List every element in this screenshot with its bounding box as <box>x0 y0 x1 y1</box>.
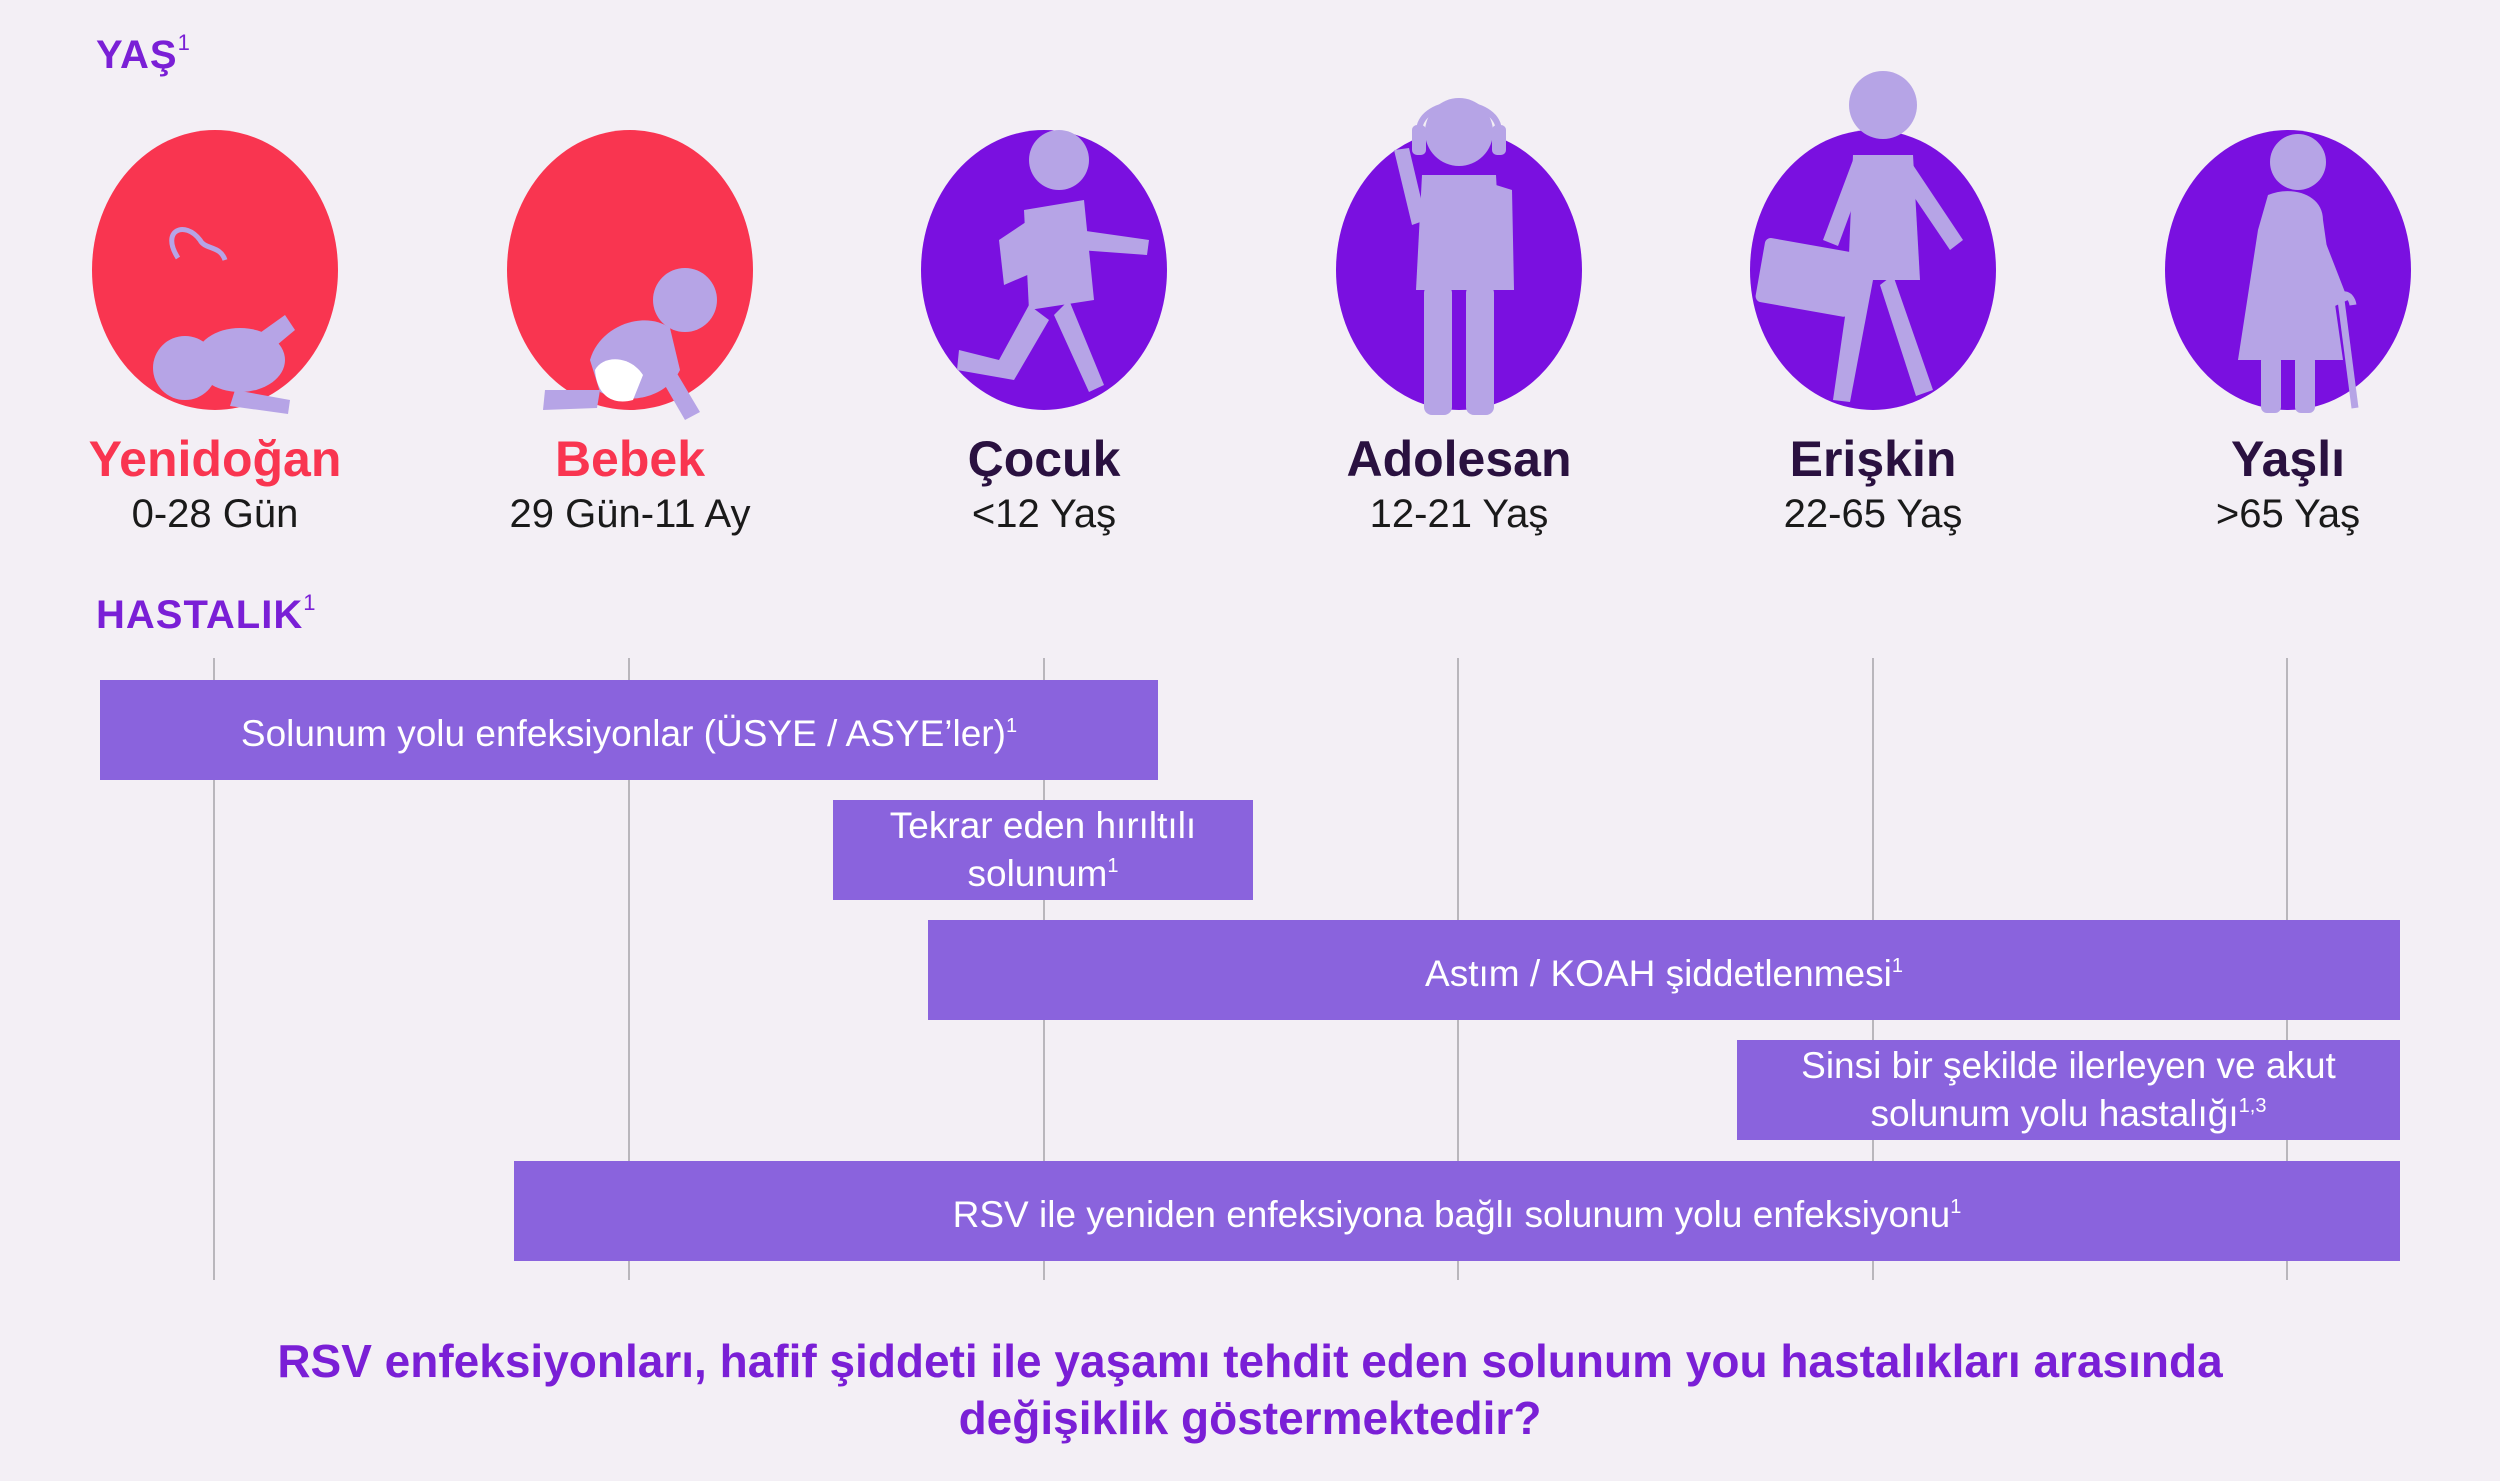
age-group-adult <box>1693 70 2053 550</box>
age-range: 12-21 Yaş <box>1369 492 1549 536</box>
disease-bar-recurrent-wheezing: Tekrar eden hırıltılı solunum$^1$ <box>833 800 1253 900</box>
crawling-baby-icon <box>505 70 755 430</box>
age-name: Adolesan <box>1346 431 1572 487</box>
disease-bar-rsv-reinfection: RSV ile yeniden enfeksiyona bağlı solunum yolu enfeksiyonu$^1$ <box>514 1161 2400 1261</box>
disease-section-title: HASTALIK$^1$ <box>96 590 317 637</box>
age-range: <12 Yaş <box>971 492 1117 536</box>
age-name: Erişkin <box>1789 431 1957 487</box>
teen-headphones-icon <box>1334 70 1584 430</box>
age-group-infant <box>450 70 810 550</box>
age-section-title: YAŞ$^1$ <box>96 30 191 77</box>
age-range: 0-28 Gün <box>131 492 299 536</box>
age-group-child <box>864 70 1224 550</box>
age-name: Çocuk <box>967 431 1121 487</box>
age-group-newborn <box>35 70 395 550</box>
age-name: Bebek <box>554 431 706 487</box>
disease-bar-insidious-acute: Sinsi bir şekilde ilerleyen ve akut solunum yolu hastalığı$^{1,3}$ <box>1737 1040 2400 1140</box>
age-name: Yaşlı <box>2231 431 2345 487</box>
disease-bar-asthma-copd: Astım / KOAH şiddetlenmesi$^1$ <box>928 920 2400 1020</box>
newborn-icon <box>90 70 340 430</box>
summary-question: RSV enfeksiyonları, hafif şiddeti ile yaşamı tehdit eden solunum you hastalıkları arasında değişiklik göstermektedir? <box>277 1335 2223 1444</box>
disease-bar-respiratory-infections: Solunum yolu enfeksiyonlar (ÜSYE / ASYE’ler)$^1$ <box>100 680 1158 780</box>
age-group-elderly <box>2108 70 2468 550</box>
elderly-cane-icon <box>2163 70 2413 430</box>
age-range: 22-65 Yaş <box>1783 492 1963 536</box>
age-range: >65 Yaş <box>2215 492 2361 536</box>
adult-briefcase-icon <box>1748 70 1998 430</box>
age-group-adolescent <box>1279 70 1639 550</box>
running-child-icon <box>919 70 1169 430</box>
age-name: Yenidoğan <box>88 431 342 487</box>
age-range: 29 Gün-11 Ay <box>509 492 751 536</box>
